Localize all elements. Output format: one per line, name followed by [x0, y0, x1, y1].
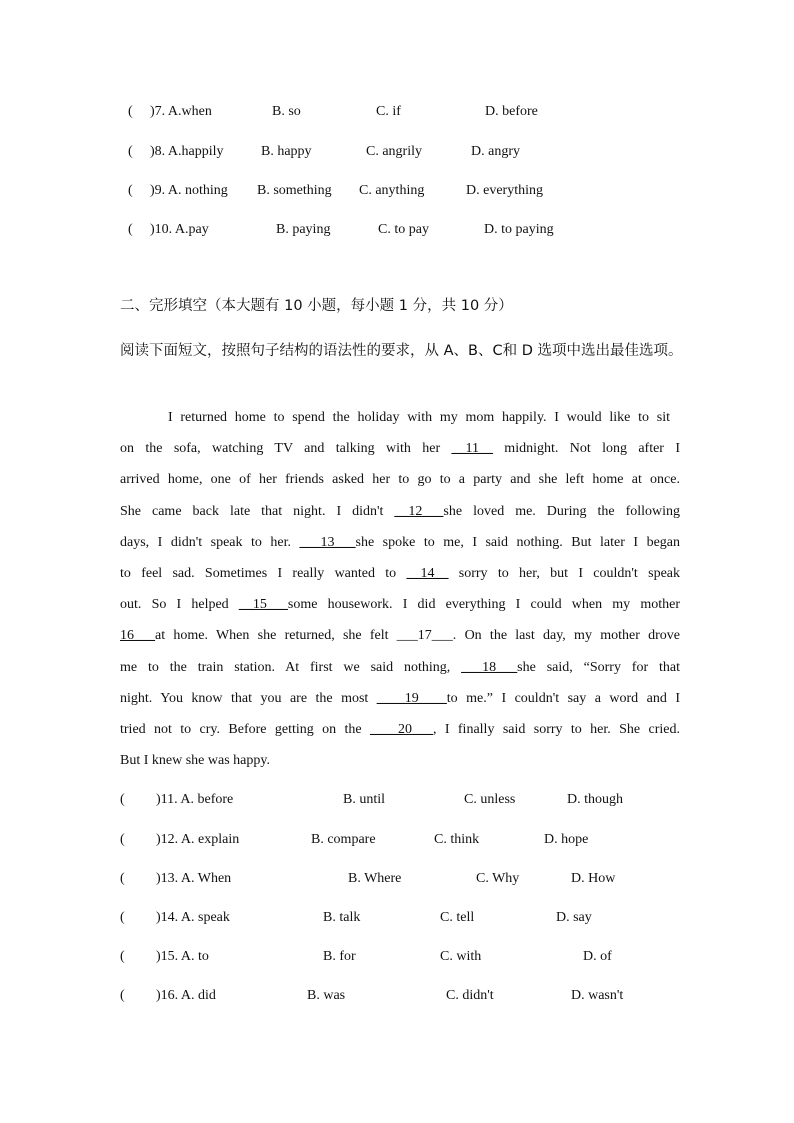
passage-text: she loved me. During the following	[443, 504, 681, 519]
option-c: C. with	[440, 949, 482, 964]
answer-paren: (	[120, 832, 125, 847]
option-a: )8. A.happily	[150, 144, 224, 159]
passage-text: , I finally said sorry to her. She cried.	[432, 722, 680, 737]
option-c: C. if	[376, 104, 401, 119]
passage-text: But I knew she was happy.	[120, 753, 270, 768]
passage-blank: ____19____	[376, 691, 447, 706]
passage-line	[120, 533, 680, 553]
passage-blank: 16___	[120, 628, 155, 643]
question-11	[0, 789, 794, 811]
passage-text: me to the train station. At first we said nothing,	[120, 660, 462, 675]
passage-text: arrived home, one of her friends asked her to go to a party and she left home at once.	[120, 472, 680, 487]
passage-text: some housework. I did everything I could when my mother	[287, 597, 681, 612]
passage-line	[120, 626, 680, 646]
passage-text: midnight. Not long after I	[492, 441, 680, 456]
answer-paren: (	[128, 144, 133, 159]
option-a: )10. A.pay	[150, 222, 209, 237]
passage-line	[120, 564, 680, 584]
option-b: B. something	[257, 183, 332, 198]
option-b: B. talk	[323, 910, 361, 925]
option-d: D. How	[571, 871, 616, 886]
option-a: )7. A.when	[150, 104, 212, 119]
option-a: )12. A. explain	[156, 832, 240, 847]
option-b: B. Where	[348, 871, 402, 886]
section-heading: 二、完形填空（本大题有 10 小题，每小题 1 分，共 10 分）	[120, 298, 513, 314]
option-d: D. say	[556, 910, 592, 925]
passage-line	[168, 408, 670, 428]
question-9	[0, 180, 794, 202]
answer-paren: (	[120, 910, 125, 925]
passage-line	[120, 658, 680, 678]
question-15	[0, 946, 794, 968]
option-b: B. paying	[276, 222, 331, 237]
passage-text: at home. When she returned, she felt ___17___. On the last day, my mother drove	[155, 628, 680, 643]
option-b: B. until	[343, 792, 386, 807]
answer-paren: (	[128, 104, 133, 119]
answer-paren: (	[120, 792, 125, 807]
passage-line	[120, 470, 680, 490]
passage-line	[120, 720, 680, 740]
option-d: D. though	[567, 792, 623, 807]
passage-line	[120, 502, 680, 522]
passage-text: to me.” I couldn't say a word and I	[446, 691, 680, 706]
option-d: D. of	[583, 949, 612, 964]
question-7	[0, 101, 794, 123]
question-8	[0, 141, 794, 163]
option-d: D. wasn't	[571, 988, 624, 1003]
option-c: C. didn't	[446, 988, 494, 1003]
passage-line	[120, 439, 680, 459]
passage-text: She came back late that night. I didn't	[120, 504, 395, 519]
option-d: D. before	[485, 104, 538, 119]
option-a: )9. A. nothing	[150, 183, 228, 198]
option-d: D. everything	[466, 183, 543, 198]
question-13	[0, 868, 794, 890]
option-b: B. compare	[311, 832, 376, 847]
passage-text: tried not to cry. Before getting on the	[120, 722, 370, 737]
passage-text: days, I didn't speak to her.	[120, 535, 300, 550]
answer-paren: (	[120, 871, 125, 886]
option-c: C. tell	[440, 910, 475, 925]
passage-text: she spoke to me, I said nothing. But later I began	[355, 535, 680, 550]
passage-text: I returned home to spend the holiday with my mom happily. I would like to sit	[168, 410, 670, 425]
option-d: D. angry	[471, 144, 520, 159]
passage-text: sorry to her, but I couldn't speak	[448, 566, 680, 581]
passage-text: to feel sad. Sometimes I really wanted to	[120, 566, 407, 581]
option-b: B. so	[272, 104, 301, 119]
answer-paren: (	[128, 183, 133, 198]
answer-paren: (	[128, 222, 133, 237]
passage-blank: ____20___	[369, 722, 433, 737]
passage-line	[120, 751, 680, 771]
passage-blank: __14__	[406, 566, 449, 581]
option-a: )14. A. speak	[156, 910, 230, 925]
option-c: C. to pay	[378, 222, 429, 237]
option-c: C. Why	[476, 871, 520, 886]
option-d: D. hope	[544, 832, 589, 847]
answer-paren: (	[120, 949, 125, 964]
passage-blank: __15___	[238, 597, 288, 612]
question-14	[0, 907, 794, 929]
option-a: )16. A. did	[156, 988, 216, 1003]
passage-blank: ___18___	[461, 660, 518, 675]
passage-text: out. So I helped	[120, 597, 239, 612]
option-c: C. unless	[464, 792, 516, 807]
option-a: )15. A. to	[156, 949, 209, 964]
passage-text: she said, “Sorry for that	[517, 660, 680, 675]
passage-blank: __12___	[394, 504, 444, 519]
option-c: C. anything	[359, 183, 425, 198]
question-12	[0, 829, 794, 851]
option-c: C. angrily	[366, 144, 422, 159]
option-b: B. happy	[261, 144, 312, 159]
option-d: D. to paying	[484, 222, 554, 237]
passage-line	[120, 595, 680, 615]
option-a: )13. A. When	[156, 871, 232, 886]
passage-text: night. You know that you are the most	[120, 691, 377, 706]
passage-blank: __11__	[451, 441, 493, 456]
option-c: C. think	[434, 832, 480, 847]
section-instruction: 阅读下面短文，按照句子结构的语法性的要求，从 A、B、C和 D 选项中选出最佳选项。	[120, 343, 683, 359]
option-a: )11. A. before	[156, 792, 234, 807]
option-b: B. for	[323, 949, 356, 964]
passage-line	[120, 689, 680, 709]
question-10	[0, 219, 794, 241]
answer-paren: (	[120, 988, 125, 1003]
passage-blank: ___13___	[299, 535, 356, 550]
question-16	[0, 985, 794, 1007]
passage-text: on the sofa, watching TV and talking with her	[120, 441, 452, 456]
option-b: B. was	[307, 988, 346, 1003]
